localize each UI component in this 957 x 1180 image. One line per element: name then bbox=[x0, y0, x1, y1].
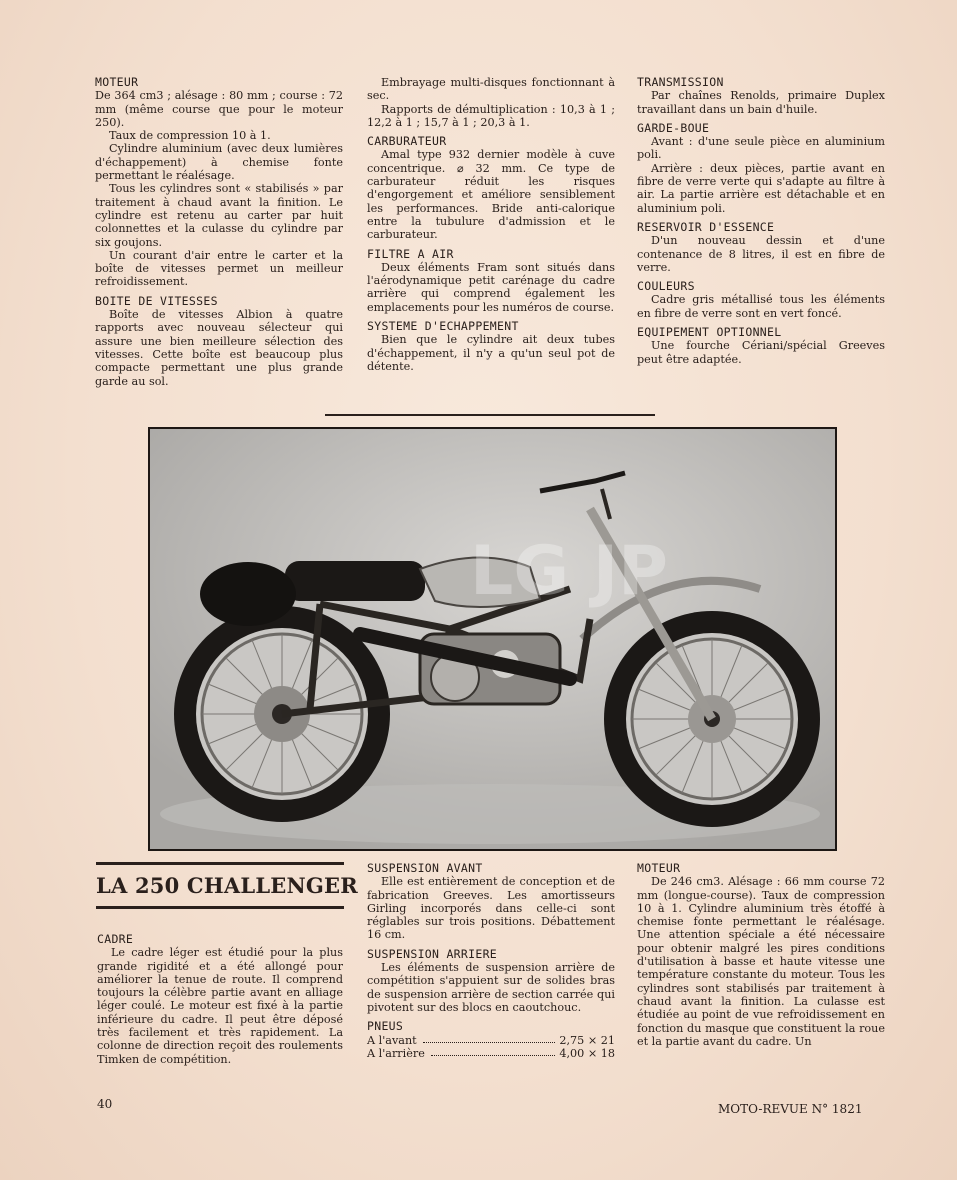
section-title-moteur: MOTEUR bbox=[95, 75, 139, 89]
section-title-pneus: PNEUS bbox=[367, 1019, 404, 1034]
section-title-transmission: TRANSMISSION bbox=[637, 75, 724, 89]
paragraph: De 246 cm3. Alésage : 66 mm course 72 mm (longue-course). Taux de compression 10 à 1. Cylindre aluminium très étoffé à chemise fonte permettant le réalésage. Une attention spéciale a été nécessaire pour obtenir malgré les pires conditions d'utilisation à basse et haute vitesse une température constante du moteur. Tous les cylindres sont stabilisés par traitement à chaud avant la finition. La culasse est étudiée au point de vue refroidissement en fonction du masque que constituent la roue et la partie avant du cadre. Un bbox=[637, 875, 885, 1048]
column-3-bottom bbox=[637, 862, 885, 1048]
section-title-garde-boue: GARDE-BOUE bbox=[637, 120, 710, 135]
watermark: LG JP bbox=[470, 532, 668, 611]
motorcycle-photo bbox=[148, 427, 837, 851]
paragraph: Amal type 932 dernier modèle à cuve concentrique. ⌀ 32 mm. Ce type de carburateur réduit les risques d'engorgement et améliore sensiblement les performances. Bride anti-calorique entre la tubulure d'admission et le carburateur. bbox=[367, 148, 615, 242]
tyre-row-rear bbox=[367, 1047, 615, 1060]
section-title-boite: BOITE DE VITESSES bbox=[95, 293, 218, 308]
divider-rule bbox=[325, 414, 655, 416]
section-title-filtre: FILTRE A AIR bbox=[367, 246, 454, 261]
paragraph: Rapports de démultiplication : 10,3 à 1 ; 12,2 à 1 ; 15,7 à 1 ; 20,3 à 1. bbox=[367, 102, 615, 129]
section-title-cadre: CADRE bbox=[97, 932, 134, 946]
section-title-couleurs: COULEURS bbox=[637, 279, 695, 294]
paragraph: Elle est entièrement de conception et de fabrication Greeves. Les amortisseurs Girling incorporés dans celle-ci sont réglables sur trois positions. Débattement 16 cm. bbox=[367, 875, 615, 942]
section-title-equipement: EQUIPEMENT OPTIONNEL bbox=[637, 325, 782, 340]
tyre-row-front bbox=[367, 1034, 615, 1047]
paragraph: Boîte de vitesses Albion à quatre rapports avec nouveau sélecteur qui assure une bien meilleure sélection des vitesses. Cette boîte est beaucoup plus compacte permettant une plus grande garde au sol. bbox=[95, 308, 343, 388]
article-title: LA 250 CHALLENGER bbox=[96, 873, 358, 898]
section-title-suspension-avant: SUSPENSION AVANT bbox=[367, 861, 483, 875]
paragraph: Embrayage multi-disques fonctionnant à sec. bbox=[367, 76, 615, 103]
leader-dots bbox=[431, 1047, 556, 1056]
paragraph: Par chaînes Renolds, primaire Duplex travaillant dans un bain d'huile. bbox=[637, 89, 885, 116]
paragraph: Taux de compression 10 à 1. bbox=[109, 129, 271, 143]
paragraph: Tous les cylindres sont « stabilisés » par traitement à chaud avant la finition. Le cylindre est retenu au carter par huit colonnettes et la culasse du cylindre par six goujons. bbox=[95, 182, 343, 249]
section-title-suspension-arriere: SUSPENSION ARRIERE bbox=[367, 946, 498, 961]
column-3-top bbox=[637, 76, 885, 366]
tyre-label: A l'arrière bbox=[367, 1046, 425, 1060]
paragraph: D'un nouveau dessin et d'une contenance de 8 litres, il est en fibre de verre. bbox=[637, 234, 885, 274]
column-2-bottom bbox=[367, 862, 615, 1060]
paragraph: Deux éléments Fram sont situés dans l'aérodynamique petit carénage du cadre arrière qui comprend également les emplacements pour les numéros de course. bbox=[367, 260, 615, 314]
column-1-bottom bbox=[97, 933, 343, 1066]
page-number: 40 bbox=[97, 1097, 113, 1111]
column-1-top bbox=[95, 76, 343, 388]
paragraph: Un courant d'air entre le carter et la boîte de vitesses permet un meilleur refroidissement. bbox=[95, 248, 343, 289]
column-2-top bbox=[367, 76, 615, 373]
paragraph: Avant : d'une seule pièce en aluminium poli. bbox=[637, 135, 885, 162]
paragraph: Une fourche Cériani/spécial Greeves peut être adaptée. bbox=[637, 339, 885, 366]
section-title-echappement: SYSTEME D'ECHAPPEMENT bbox=[367, 319, 519, 334]
section-title-moteur-250: MOTEUR bbox=[637, 861, 681, 875]
leader-dots bbox=[423, 1034, 556, 1043]
section-title-carburateur: CARBURATEUR bbox=[367, 134, 447, 149]
tyre-size: 4,00 × 18 bbox=[559, 1046, 615, 1060]
paragraph: Arrière : deux pièces, partie avant en fibre de verre verte qui s'adapte au filtre à air. La partie arrière est détachable et en aluminium poli. bbox=[637, 161, 885, 215]
paragraph: Bien que le cylindre ait deux tubes d'échappement, il n'y a qu'un seul pot de détente. bbox=[367, 333, 615, 373]
paragraph: De 364 cm3 ; alésage : 80 mm ; course : 72 mm (même course que pour le moteur 250). bbox=[95, 89, 343, 129]
rear-fender bbox=[200, 562, 296, 626]
tyre-size: 2,75 × 21 bbox=[559, 1033, 615, 1047]
motorcycle-illustration bbox=[150, 429, 835, 849]
paragraph: Les éléments de suspension arrière de compétition s'appuient sur de solides bras de suspension arrière de section carrée qui pivotent sur des blocs en caoutchouc. bbox=[367, 961, 615, 1014]
title-rule-top bbox=[96, 862, 344, 865]
tyre-label: A l'avant bbox=[367, 1033, 417, 1047]
title-rule-bottom bbox=[96, 906, 344, 909]
paragraph: Le cadre léger est étudié pour la plus grande rigidité et a été allongé pour améliorer la tenue de route. Il comprend toujours la célèbre partie avant en alliage léger coulé. Le moteur est fixé à la partie inférieure du cadre. Il peut être déposé très facilement et très rapidement. La colonne de direction reçoit des roulements Timken de compétition. bbox=[97, 946, 343, 1066]
seat bbox=[285, 561, 425, 601]
paragraph: Cylindre aluminium (avec deux lumières d'échappement) à chemise fonte permettant le réalésage. bbox=[95, 142, 343, 183]
paragraph: Cadre gris métallisé tous les éléments en fibre de verre sont en vert foncé. bbox=[637, 293, 885, 320]
section-title-reservoir: RESERVOIR D'ESSENCE bbox=[637, 219, 775, 234]
magazine-issue: MOTO-REVUE N° 1821 bbox=[718, 1102, 863, 1116]
